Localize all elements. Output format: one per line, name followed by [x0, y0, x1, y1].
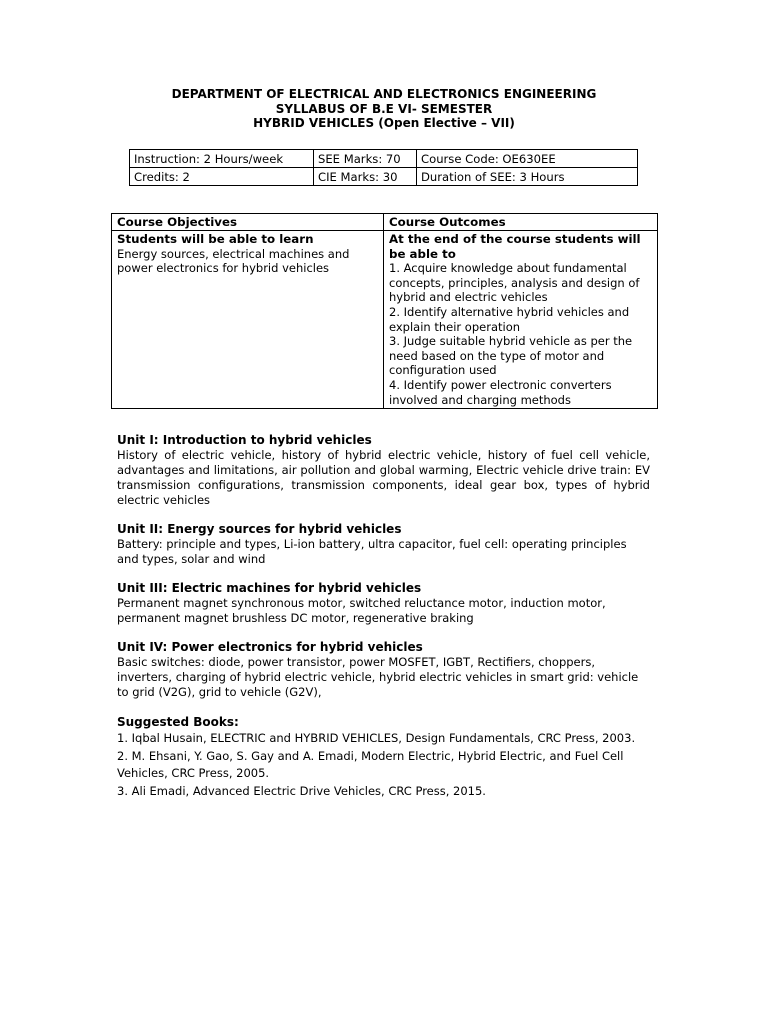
- objectives-header: Course Objectives: [112, 214, 384, 231]
- table-header-row: [112, 214, 658, 231]
- table-row: [112, 231, 658, 409]
- duration-cell: Duration of SEE: 3 Hours: [417, 168, 638, 186]
- objectives-lead: Students will be able to learn: [117, 232, 314, 246]
- outcome-item: 4. Identify power electronic converters involved and charging methods: [389, 377, 612, 407]
- unit-title: Unit III: Electric machines for hybrid vehicles: [117, 581, 422, 595]
- unit-section: [117, 581, 650, 626]
- list-item: 2. M. Ehsani, Y. Gao, S. Gay and A. Emadi, Modern Electric, Hybrid Electric, and Fuel Cell Vehicles, CRC Press, 2005.: [117, 748, 624, 780]
- outcome-item: 3. Judge suitable hybrid vehicle as per the need based on the type of motor and configuration used: [389, 334, 633, 378]
- objectives-outcomes-table: [111, 213, 658, 409]
- unit-title: Unit II: Energy sources for hybrid vehicles: [117, 522, 402, 536]
- suggested-books-list: [117, 730, 650, 800]
- unit-section: [117, 433, 650, 508]
- document-header: [0, 87, 768, 131]
- unit-title: Unit IV: Power electronics for hybrid vehicles: [117, 640, 423, 654]
- cie-marks-cell: CIE Marks: 30: [314, 168, 417, 186]
- course-code-cell: Course Code: OE630EE: [417, 150, 638, 168]
- see-marks-cell: SEE Marks: 70: [314, 150, 417, 168]
- suggested-books-title: Suggested Books:: [117, 715, 239, 729]
- unit-title: Unit I: Introduction to hybrid vehicles: [117, 433, 372, 447]
- table-row: [130, 168, 638, 186]
- list-item: 1. Iqbal Husain, ELECTRIC and HYBRID VEHICLES, Design Fundamentals, CRC Press, 2003.: [117, 731, 636, 745]
- syllabus-title: SYLLABUS OF B.E VI- SEMESTER: [275, 101, 493, 116]
- objectives-cell: [112, 231, 384, 409]
- list-item: 3. Ali Emadi, Advanced Electric Drive Vehicles, CRC Press, 2015.: [117, 783, 486, 798]
- outcomes-header: Course Outcomes: [384, 214, 658, 231]
- course-info-table: [129, 149, 638, 186]
- outcomes-lead: At the end of the course students will be able to: [389, 232, 641, 261]
- unit-body: Permanent magnet synchronous motor, switched reluctance motor, induction motor, permanent magnet brushless DC motor, regenerative braking: [117, 596, 606, 625]
- unit-section: [117, 640, 650, 700]
- unit-body: Battery: principle and types, Li-ion battery, ultra capacitor, fuel cell: operating principles and types, solar and wind: [117, 537, 627, 566]
- department-title: DEPARTMENT OF ELECTRICAL AND ELECTRONICS ENGINEERING: [171, 87, 597, 101]
- outcome-item: 1. Acquire knowledge about fundamental concepts, principles, analysis and design of hybrid and electric vehicles: [389, 261, 640, 305]
- course-title: HYBRID VEHICLES (Open Elective – VII): [253, 116, 515, 130]
- credits-cell: Credits: 2: [130, 168, 314, 186]
- unit-body: Basic switches: diode, power transistor, power MOSFET, IGBT, Rectifiers, choppers, inverters, charging of hybrid electric vehicle, hybrid electric vehicles in smart grid: vehicle to grid (V2G), grid to vehicle (G2V),: [117, 655, 639, 699]
- instruction-cell: Instruction: 2 Hours/week: [130, 150, 314, 168]
- objectives-text: Energy sources, electrical machines and power electronics for hybrid vehicles: [117, 246, 350, 276]
- unit-section: [117, 522, 650, 567]
- unit-body: History of electric vehicle, history of hybrid electric vehicle, history of fuel cell vehicle, advantages and limitations, air pollution and global warming, Electric vehicle drive train: EV transmission configurations, transmission components, ideal gear box, types of hybrid electric vehicles: [117, 448, 650, 507]
- outcome-item: 2. Identify alternative hybrid vehicles and explain their operation: [389, 304, 630, 334]
- outcomes-cell: [384, 231, 658, 409]
- table-row: [130, 150, 638, 168]
- syllabus-content: [117, 433, 650, 800]
